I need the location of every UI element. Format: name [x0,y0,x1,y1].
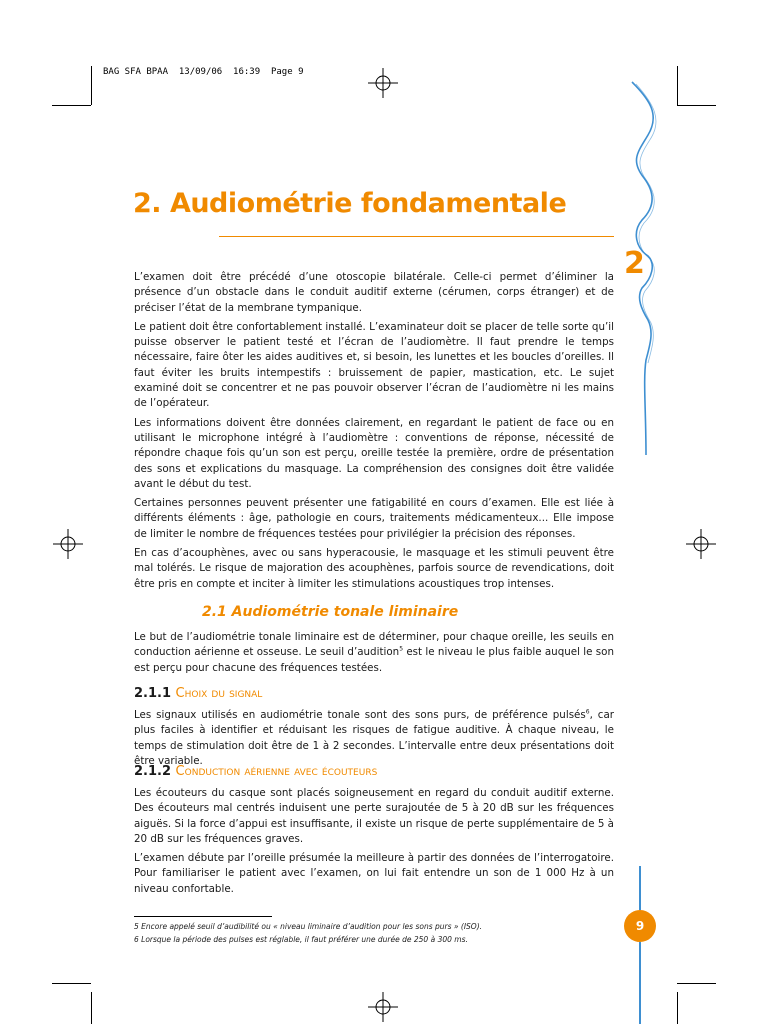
side-rule-bottom [639,942,641,1024]
crop-mark [677,983,716,984]
paragraph: L’examen doit être précédé d’une otoscopie bilatérale. Celle-ci permet d’éliminer la présence d’un obstacle dans le conduit auditif externe (cérumen, corps étranger) et de préciser l’état de la membrane tympanique. [134,271,614,314]
section-body [134,630,614,680]
paragraph: Le but de l’audiométrie tonale liminaire est de déterminer, pour chaque oreille, les seuils en conduction aérienne et osseuse. Le seuil d’audition$^5$ est le niveau le plus faible auquel le son est perçu pour chacune des fréquences testées. [134,631,614,674]
paragraph: L’examen débute par l’oreille présumée la meilleure à partir des données de l’interrogatoire. Pour familiariser le patient avec l’examen, on lui fait entendre un son de 1 000 Hz à un niveau confortable. [134,852,614,895]
footnote-rule [134,916,272,917]
registration-mark-top [368,68,398,98]
chapter-tab-number: 2 [624,246,645,281]
subsection-title-conduction [134,764,377,779]
subsection-number: 2.1.2 [134,764,172,779]
section-title: 2.1 Audiométrie tonale liminaire [202,604,459,620]
subsection-title-choix [134,686,262,701]
intro-body [134,270,614,596]
paragraph: En cas d’acouphènes, avec ou sans hyperacousie, le masquage et les stimuli peuvent être mal tolérés. Le risque de majoration des acouphènes, parfois source de revendications, doit être pris en compte et inciter à limiter les stimulations acoustiques trop intenses. [134,547,614,590]
paragraph: Le patient doit être confortablement installé. L’examinateur doit se placer de telle sorte qu’il puisse observer le patient testé et l’écran de l’audiomètre. Il faut prendre le temps nécessaire, faire ôter les aides auditives et, si besoin, les lunettes et les boucles d’oreilles. Il faut éviter les bruits intempestifs : bruissement de papier, mastication, etc. Le sujet examiné doit se concentrer et ne pas pouvoir observer l’écran de l’audiomètre ni les mains de l’opérateur. [134,320,614,410]
paragraph: Les informations doivent être données clairement, en regardant le patient de face ou en utilisant le microphone intégré à l’audiomètre : conventions de réponse, nécessité de répondre chaque fois qu’un son est perçu, oreille testée la première, ordre de présentation des sons et explications du masquage. La compréhension des consignes doit être validée avant le début du test. [134,416,614,490]
crop-mark [52,105,91,106]
registration-mark-left [53,529,83,559]
paragraph: Les écouteurs du casque sont placés soigneusement en regard du conduit auditif externe. Des écouteurs mal centrés induisent une perte surajoutée de 5 à 20 dB sur les fréquences aiguës. Si la force d’appui est insuffisante, il existe un risque de perte supplémentaire de 5 à 20 dB sur les fréquences graves. [134,787,614,845]
paragraph: Certaines personnes peuvent présenter une fatigabilité en cours d’examen. Elle est liée à différents éléments : âge, pathologie en cours, traitements médicamenteux... Elle impose de limiter le nombre de fréquences testées pour privilégier la précision des réponses. [134,497,614,540]
registration-mark-bottom [368,992,398,1022]
registration-mark-right [686,529,716,559]
footnote-ref: 5 [399,645,404,653]
crop-mark [677,992,678,1024]
crop-mark [677,105,716,106]
subsection-name: Conduction aérienne avec écouteurs [175,764,378,779]
side-rule-top [639,866,641,910]
page-number: 9 [624,910,656,942]
title-underline [219,236,614,237]
subsection-number: 2.1.1 [134,686,172,701]
subsection-name: Choix du signal [175,686,263,701]
chapter-title: 2. Audiométrie fondamentale [133,188,567,219]
crop-mark [677,66,678,105]
footnote-ref: 6 [585,708,590,716]
crop-mark [91,992,92,1024]
footnote-6: 6 Lorsque la période des pulses est réglable, il faut préférer une durée de 250 à 300 ms. [134,935,468,944]
crop-mark [52,983,91,984]
print-slug: BAG SFA BPAA 13/09/06 16:39 Page 9 [103,67,304,77]
crop-mark [91,66,92,105]
subsection-body-conduction [134,786,614,901]
footnote-5: 5 Encore appelé seuil d’audibilité ou « niveau liminaire d’audition pour les sons purs » (ISO). [134,922,483,931]
paragraph: Les signaux utilisés en audiométrie tonale sont des sons purs, de préférence pulsés$^6$, car plus faciles à identifier et réduisant les risques de fatigue auditive. À chaque niveau, le temps de stimulation doit être de 1 à 2 secondes. L’intervalle entre deux présentations doit être variable. [134,708,614,767]
